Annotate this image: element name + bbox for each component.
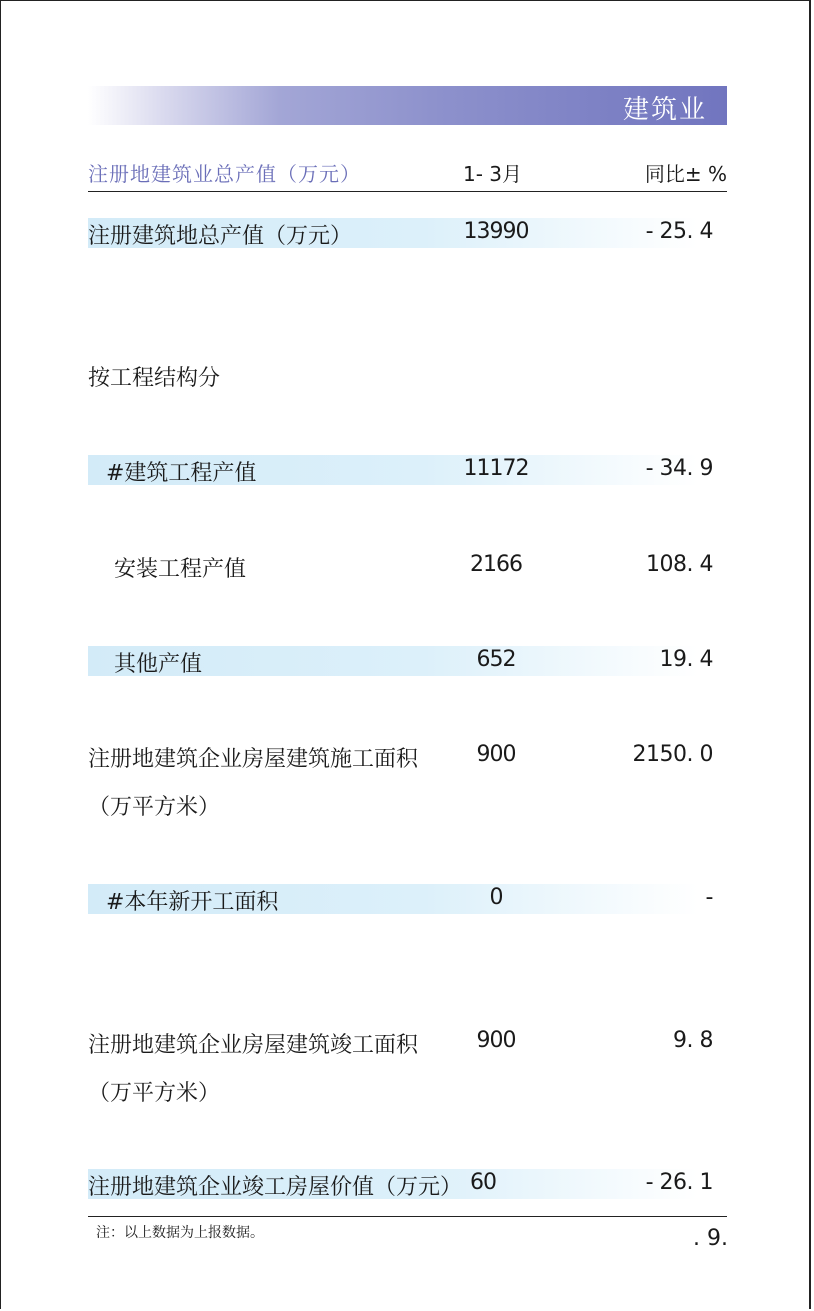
footer-divider — [88, 1216, 727, 1217]
row-label-unit: （万平方米） — [88, 795, 221, 820]
section-banner — [88, 86, 727, 125]
row-value: 900 — [476, 1028, 516, 1053]
table-row — [88, 1027, 727, 1107]
table-row — [88, 1169, 727, 1199]
row-yoy: 9. 8 — [673, 1028, 713, 1053]
row-value: 2166 — [470, 552, 522, 577]
row-value: 11172 — [463, 456, 529, 481]
row-value: 900 — [476, 742, 516, 767]
section-title: 建筑业 — [622, 95, 707, 125]
header-label: 注册地建筑业总产值（万元） — [88, 162, 361, 186]
page-number: . 9. — [693, 1226, 728, 1251]
row-value: 60 — [470, 1170, 496, 1195]
row-label: 注册地建筑企业竣工房屋价值（万元） — [88, 1175, 463, 1200]
row-label: 注册地建筑企业房屋建筑竣工面积 — [88, 1033, 419, 1058]
row-label: 按工程结构分 — [88, 366, 221, 391]
row-yoy: 2150. 0 — [632, 742, 713, 767]
row-label: 其他产值 — [114, 652, 203, 677]
row-yoy: - — [705, 885, 713, 910]
row-value: 652 — [476, 647, 516, 672]
row-label: #本年新开工面积 — [106, 890, 279, 915]
table-row — [88, 360, 727, 390]
row-label: #建筑工程产值 — [106, 461, 257, 486]
table-row — [88, 551, 727, 581]
row-label: 注册地建筑企业房屋建筑施工面积 — [88, 747, 419, 772]
table-row — [88, 884, 727, 914]
row-value: 0 — [489, 885, 503, 910]
row-value: 13990 — [463, 219, 529, 244]
header-yoy: 同比± % — [644, 162, 727, 186]
table-header — [88, 158, 727, 188]
table-row — [88, 218, 727, 248]
table-row — [88, 455, 727, 485]
header-period: 1- 3月 — [463, 162, 523, 186]
footnote: 注：以上数据为上报数据。 — [96, 1225, 264, 1241]
row-yoy: - 34. 9 — [645, 456, 713, 481]
row-label: 注册建筑地总产值（万元） — [88, 224, 353, 249]
header-divider — [88, 191, 727, 192]
row-yoy: - 26. 1 — [645, 1170, 713, 1195]
table-row — [88, 646, 727, 676]
table-row — [88, 741, 727, 821]
row-label: 安装工程产值 — [114, 557, 247, 582]
row-yoy: 108. 4 — [646, 552, 713, 577]
row-yoy: - 25. 4 — [645, 219, 713, 244]
row-yoy: 19. 4 — [659, 647, 713, 672]
row-label-unit: （万平方米） — [88, 1081, 221, 1106]
